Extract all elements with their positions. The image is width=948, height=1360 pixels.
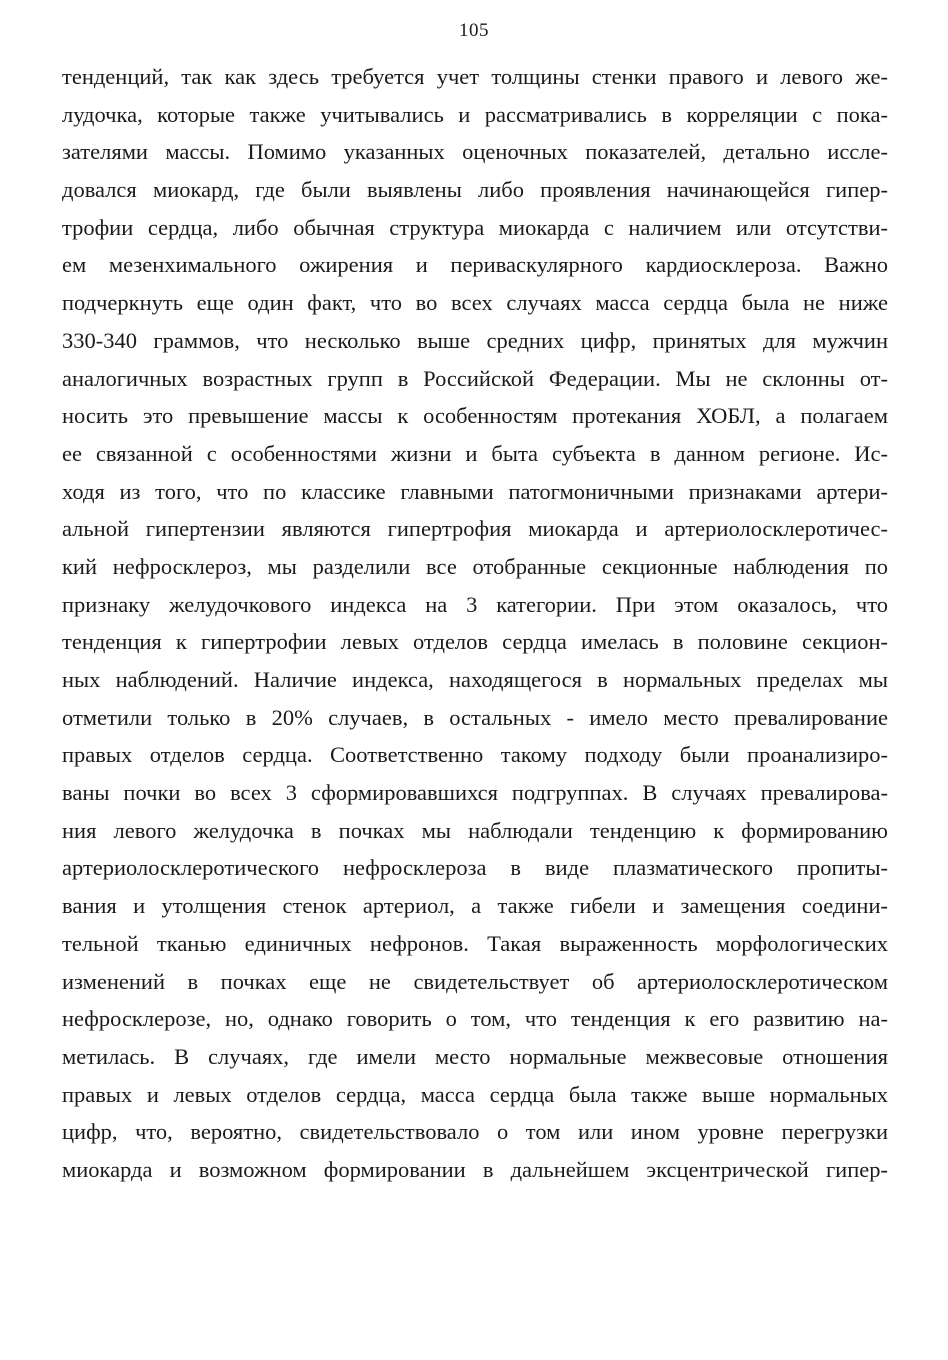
text-line: ее связанной с особенностями жизни и быта субъекта в данном регионе. Ис- [62,440,888,466]
text-line: изменений в почках еще не свидетельствует об артериолосклеротическом [62,968,888,994]
text-line: альной гипертензии являются гипертрофия миокарда и артериолосклеротичес- [62,516,888,542]
text-line: 330-340 граммов, что несколько выше средних цифр, принятых для мужчин [62,327,888,353]
text-line: тенденций, так как здесь требуется учет толщины стенки правого и левого же- [62,64,888,89]
text-line: лудочка, которые также учитывались и рассматривались в корреляции с пока- [62,101,888,127]
text-line: ходя из того, что по классике главными патогмоничными признаками артери- [62,478,888,504]
text-line: отметили только в 20% случаев, в остальных - имело место превалирование [62,704,888,730]
text-line: миокарда и возможном формировании в дальнейшем эксцентрической гипер- [62,1156,888,1182]
text-line: ем мезенхимального ожирения и периваскулярного кардиосклероза. Важно [62,252,888,278]
text-line: носить это превышение массы к особенностям протекания ХОБЛ, а полагаем [62,403,888,429]
text-line: трофии сердца, либо обычная структура миокарда с наличием или отсутстви- [62,214,888,240]
text-line: ных наблюдений. Наличие индекса, находящегося в нормальных пределах мы [62,667,888,692]
text-line: довался миокард, где были выявлены либо проявления начинающейся гипер- [62,177,888,203]
text-line: зателями массы. Помимо указанных оценочных показателей, детально иссле- [62,139,888,165]
text-line: тенденция к гипертрофии левых отделов сердца имелась в половине секцион- [62,629,888,655]
text-line: вания и утолщения стенок артериол, а также гибели и замещения соедини- [62,893,888,919]
text-line: нефросклерозе, но, однако говорить о том, что тенденция к его развитию на- [62,1006,888,1032]
text-line: правых отделов сердца. Соответственно такому подходу были проанализиро- [62,742,888,768]
text-line: подчеркнуть еще один факт, что во всех случаях масса сердца была не ниже [62,290,888,316]
text-line: правых и левых отделов сердца, масса сердца была также выше нормальных [62,1081,888,1107]
text-line: кий нефросклероз, мы разделили все отобранные секционные наблюдения по [62,553,888,579]
text-line: артериолосклеротического нефросклероза в виде плазматического пропиты- [62,855,888,881]
text-line: тельной тканью единичных нефронов. Такая выраженность морфологических [62,930,888,956]
text-line: ваны почки во всех 3 сформировавшихся подгруппах. В случаях превалирова- [62,780,888,806]
text-line: цифр, что, вероятно, свидетельствовало о том или ином уровне перегрузки [62,1119,888,1145]
text-line: метилась. В случаях, где имели место нормальные межвесовые отношения [62,1043,888,1069]
text-line: признаку желудочкового индекса на 3 категории. При этом оказалось, что [62,591,888,617]
body-text [62,58,888,1189]
text-line: ния левого желудочка в почках мы наблюдали тенденцию к формированию [62,817,888,843]
text-line: аналогичных возрастных групп в Российской Федерации. Мы не склонны от- [62,365,888,391]
page-number: 105 [459,20,489,41]
